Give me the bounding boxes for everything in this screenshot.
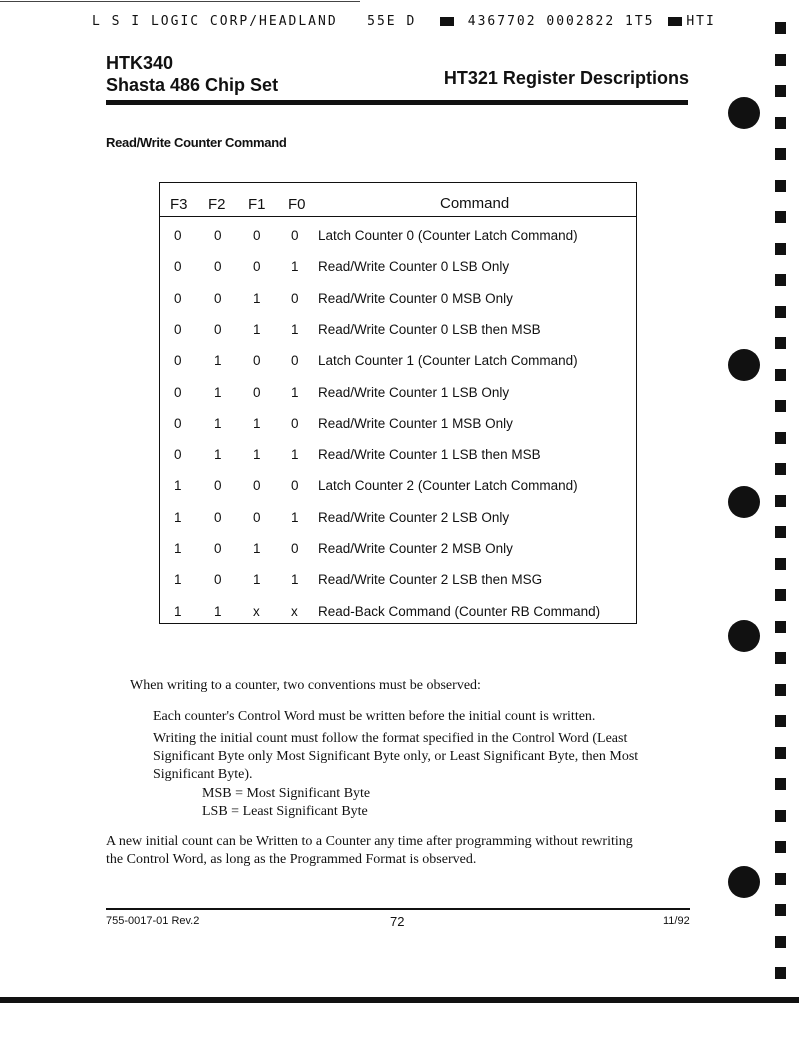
margin-square-mark [775,400,786,412]
table-cell-bit: 0 [174,228,182,243]
table-cell-bit: 0 [214,228,222,243]
margin-square-mark [775,211,786,223]
scan-header-company: L S I LOGIC CORP/HEADLAND [92,14,338,29]
closing-line: the Control Word, as long as the Programmed Format is observed. [106,852,477,867]
table-cell-bit: 0 [253,353,261,369]
table-cell-bit: 0 [174,290,182,306]
table-cell-bit: 0 [253,228,261,243]
margin-square-mark [775,432,786,444]
table-cell-bit: 1 [214,384,222,400]
scan-header-strip [92,14,716,29]
table-row [160,221,636,252]
margin-square-mark [775,715,786,727]
col-header-command: Command [440,195,510,212]
closing-line: A new initial count can be Written to a Counter any time after programming without rewriting [106,834,633,849]
table-cell-bit: 1 [253,415,261,431]
table-cell-bit: 0 [214,509,222,525]
table-cell-bit: 1 [253,447,261,463]
table-cell-bit: 0 [253,478,261,494]
table-cell-bit: x [291,603,298,619]
scan-block-mark [668,17,682,26]
table-cell-bit: x [253,603,260,619]
table-cell-bit: 0 [214,259,222,275]
table-cell-bit: 1 [291,509,299,525]
table-row [160,346,636,377]
convention-1: Each counter's Control Word must be written before the initial count is written. [153,709,596,724]
convention-2-line: Writing the initial count must follow the format specified in the Control Word (Least [153,731,628,746]
table-cell-bit: 0 [253,384,261,400]
table-cell-bit: 1 [291,572,299,588]
table-cell-bit: 1 [291,384,299,400]
table-row [160,315,636,346]
margin-square-mark [775,684,786,696]
table-cell-bit: 0 [214,478,222,494]
table-cell-command: Read-Back Command (Counter RB Command) [318,603,601,619]
margin-square-mark [775,243,786,255]
table-cell-command: Read/Write Counter 0 MSB Only [318,290,513,306]
table-row [160,597,636,628]
table-row [160,565,636,596]
margin-square-mark [775,54,786,66]
scan-bottom-bar [0,997,799,1003]
table-cell-command: Read/Write Counter 0 LSB Only [318,259,510,275]
margin-square-mark [775,621,786,633]
table-cell-bit: 1 [214,415,222,431]
table-cell-bit: 1 [174,478,182,494]
table-cell-command: Latch Counter 0 (Counter Latch Command) [318,228,578,243]
table-cell-bit: 0 [174,384,182,400]
closing-paragraph [106,833,633,869]
table-row [160,409,636,440]
table-row [160,252,636,283]
table-cell-bit: 1 [214,353,222,369]
scan-header-serial: 4367702 0002822 1T5 [467,14,655,29]
definition-msb: MSB = Most Significant Byte [202,786,371,801]
table-cell-bit: 0 [291,290,299,306]
table-cell-bit: 1 [253,290,261,306]
table-row [160,503,636,534]
table-cell-command: Read/Write Counter 2 LSB then MSG [318,572,543,588]
table-cell-bit: 0 [291,541,299,556]
margin-square-mark [775,873,786,885]
margin-square-mark [775,274,786,286]
col-header-f0: F0 [288,196,306,213]
table-cell-command: Latch Counter 2 (Counter Latch Command) [318,478,578,494]
scan-header-suffix: HTI [686,14,716,29]
margin-square-mark [775,747,786,759]
punch-hole-mark [728,97,760,129]
table-cell-command: Latch Counter 1 (Counter Latch Command) [318,353,578,369]
table-cell-bit: 1 [291,447,299,463]
footer-page-number: 72 [390,914,405,929]
definition-lsb: LSB = Least Significant Byte [202,804,368,819]
margin-square-mark [775,85,786,97]
footer-rule [106,908,690,910]
col-header-f3: F3 [170,196,188,213]
table-cell-command: Read/Write Counter 0 LSB then MSB [318,321,541,337]
margin-square-mark [775,589,786,601]
header-left [106,52,278,96]
table-cell-bit: 1 [174,541,182,556]
table-cell-bit: 0 [174,447,182,463]
margin-square-mark [775,306,786,318]
table-cell-bit: 1 [253,572,261,588]
table-cell-command: Read/Write Counter 1 MSB Only [318,415,513,431]
chipset-name: Shasta 486 Chip Set [106,75,279,95]
table-cell-bit: 1 [174,509,182,525]
margin-square-mark [775,22,786,34]
table-row [160,440,636,471]
col-header-f2: F2 [208,196,226,213]
table-cell-bit: 0 [174,321,182,337]
table-cell-bit: 0 [174,259,182,275]
table-cell-bit: 0 [214,572,222,588]
margin-square-mark [775,369,786,381]
punch-hole-mark [728,620,760,652]
punch-hole-mark [728,486,760,518]
definitions [202,785,370,821]
product-name: HTK340 [106,53,174,73]
table-cell-bit: 0 [291,353,299,369]
convention-2 [153,730,638,784]
margin-square-mark [775,936,786,948]
table-cell-bit: 1 [214,447,222,463]
convention-2-line: Significant Byte). [153,767,253,782]
margin-square-mark [775,841,786,853]
table-cell-bit: 1 [253,541,261,556]
table-cell-bit: 0 [214,541,222,556]
table-cell-bit: 1 [253,321,261,337]
table-cell-bit: 0 [174,415,182,431]
table-cell-bit: 0 [291,228,299,243]
table-cell-command: Read/Write Counter 2 MSB Only [318,541,513,556]
section-heading: HT321 Register Descriptions [443,68,689,88]
table-cell-bit: 0 [253,509,261,525]
table-header-row [160,183,636,217]
table-cell-bit: 0 [214,321,222,337]
footer-doc-number: 755-0017-01 Rev.2 [106,915,200,927]
margin-square-mark [775,180,786,192]
table-row [160,471,636,502]
table-cell-bit: 0 [291,478,299,494]
section-title: Read/Write Counter Command [106,135,287,150]
command-table [159,182,637,624]
col-header-f1: F1 [248,196,266,213]
footer-date: 11/92 [663,915,690,927]
table-cell-command: Read/Write Counter 1 LSB then MSB [318,447,541,463]
table-row [160,284,636,315]
table-row [160,378,636,409]
margin-square-mark [775,117,786,129]
margin-square-mark [775,148,786,160]
table-row [160,534,636,565]
table-cell-bit: 1 [291,259,299,275]
margin-square-mark [775,652,786,664]
intro-text: When writing to a counter, two conventions must be observed: [130,678,481,693]
scan-top-line [0,1,360,2]
margin-square-mark [775,778,786,790]
table-cell-bit: 1 [291,321,299,337]
margin-square-mark [775,463,786,475]
header-rule [106,100,688,105]
margin-square-mark [775,904,786,916]
table-cell-bit: 1 [174,572,182,588]
punch-hole-mark [728,866,760,898]
table-cell-command: Read/Write Counter 2 LSB Only [318,509,510,525]
margin-square-mark [775,337,786,349]
margin-square-mark [775,558,786,570]
margin-square-mark [775,526,786,538]
scan-block-mark [440,17,454,26]
margin-square-mark [775,810,786,822]
table-cell-bit: 1 [214,603,222,619]
table-cell-bit: 0 [253,259,261,275]
punch-hole-mark [728,349,760,381]
margin-square-mark [775,495,786,507]
table-cell-bit: 1 [174,603,182,619]
table-cell-bit: 0 [291,415,299,431]
table-cell-bit: 0 [214,290,222,306]
table-cell-command: Read/Write Counter 1 LSB Only [318,384,510,400]
table-cell-bit: 0 [174,353,182,369]
convention-2-line: Significant Byte only Most Significant Byte only, or Least Significant Byte, then Most [153,749,639,764]
scan-header-code: 55E D [367,14,417,29]
margin-square-mark [775,967,786,979]
